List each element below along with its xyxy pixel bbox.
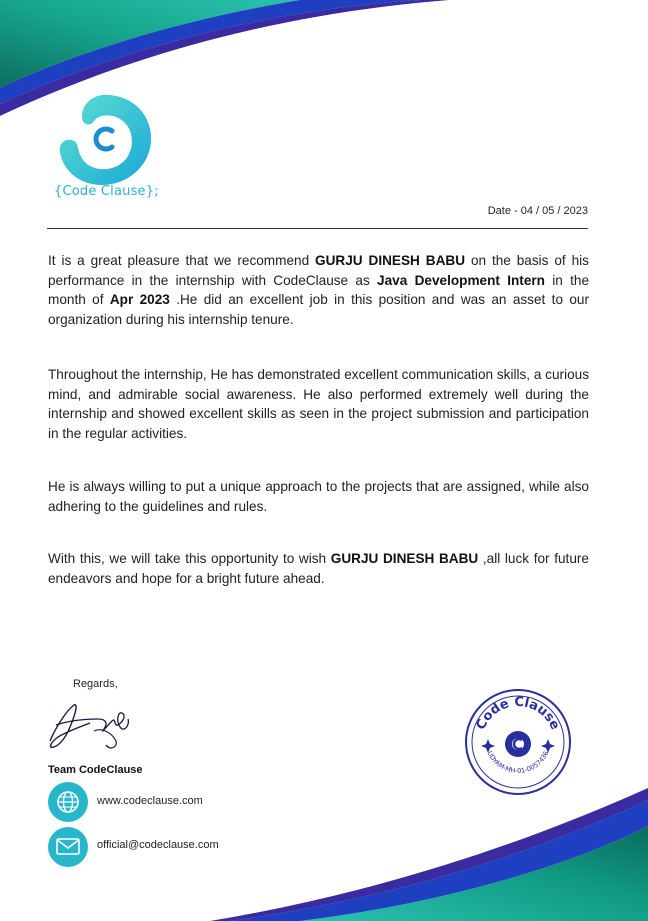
paragraph-1: It is a great pleasure that we recommend GURJU DINESH BABU on the basis of his performance in the internship with CodeClause as Java Development Intern in the month of Apr 2023 .He did an excellent job in this position and was an asset to our organization during his internship tenure.	[48, 253, 590, 327]
email-link[interactable]: official@codeclause.com	[97, 839, 219, 851]
letter-date: Date - 04 / 05 / 2023	[487, 205, 588, 217]
internship-month: Apr 2023	[109, 292, 170, 307]
paragraph-3: He is always willing to put a unique approach to the projects that are assigned, while also adhering to the guidelines and rules.	[48, 479, 589, 514]
globe-icon	[48, 782, 88, 822]
envelope-icon	[48, 827, 88, 867]
intern-role: Java Development Intern	[377, 272, 545, 288]
regards-text: Regards,	[73, 678, 118, 690]
company-stamp	[464, 688, 572, 796]
logo-text: {Code Clause};	[54, 184, 159, 199]
team-name: Team CodeClause	[48, 764, 143, 776]
website-link[interactable]: www.codeclause.com	[97, 795, 203, 807]
paragraph-2: Throughout the internship, He has demonstrated excellent communication skills, a curious mind, and admirable social awareness. He also performed extremely well during the internship and showed excellent skills as seen in the project submission and participation in the regular activities.	[48, 367, 590, 441]
intern-name-closing: GURJU DINESH BABU	[330, 551, 479, 566]
header-divider	[47, 228, 588, 229]
paragraph-4: With this, we will take this opportunity to wish GURJU DINESH BABU ,all luck for future endeavors and hope for a bright future ahead.	[48, 551, 589, 586]
stamp-top-text: Code Clause	[473, 694, 563, 733]
stamp-bottom-text: UDYAM-MH-01-0057436	[485, 749, 551, 775]
intern-name: GURJU DINESH BABU	[315, 253, 466, 268]
signature-image	[46, 697, 136, 759]
